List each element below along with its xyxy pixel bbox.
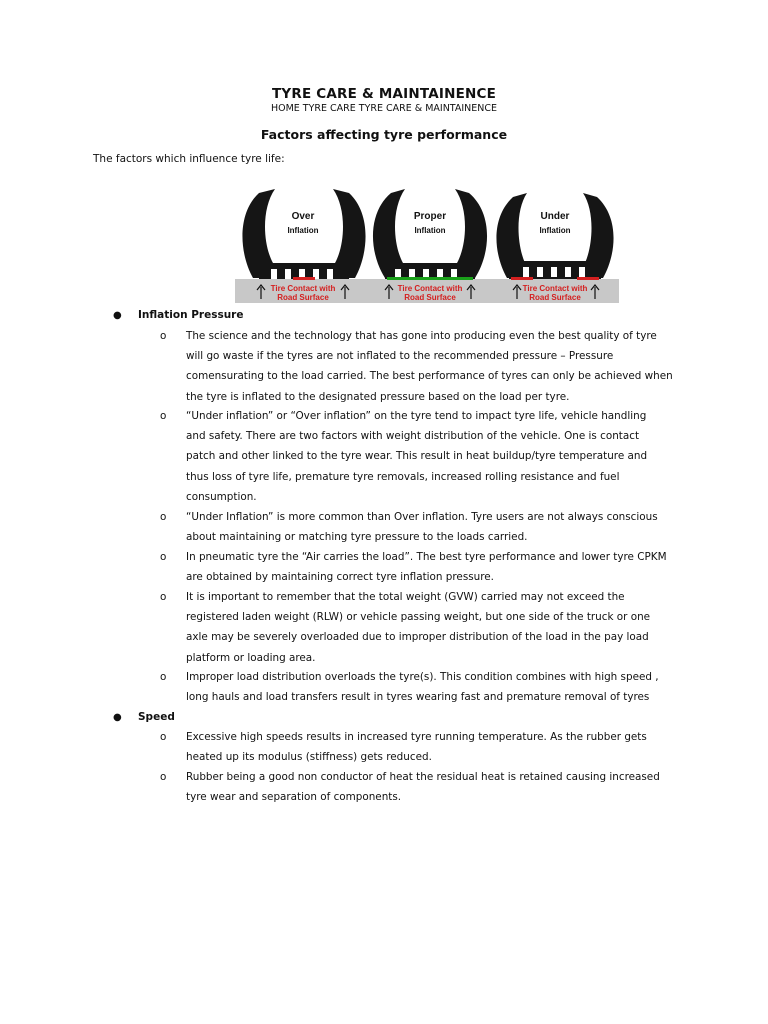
text-line: the tyre is inflated to the designated pressure based on the load per tyre.	[186, 390, 570, 403]
bullet-label: Speed	[138, 711, 175, 723]
text-line: about maintaining or matching tyre pressure to the loads carried.	[186, 531, 528, 544]
text-line: comensurating to the load carried. The best performance of tyres can only be achieved when	[186, 370, 673, 383]
bullet-marker: ●	[113, 310, 122, 321]
tyre-caption-line1: Tire Contact with	[522, 284, 588, 293]
tyre-caption-line1: Tire Contact with	[397, 284, 463, 293]
text-line: axle may be severely overloaded due to improper distribution of the load in the pay load	[186, 631, 649, 644]
text-line: “Under Inflation” is more common than Over inflation. Tyre users are not always conscious	[186, 511, 658, 523]
text-line: thus loss of tyre life, premature tyre removals, increased rolling resistance and fuel	[186, 470, 620, 483]
text-line: “Under inflation” or “Over inflation” on the tyre tend to impact tyre life, vehicle handling	[186, 410, 647, 422]
section-heading: Factors affecting tyre performance	[260, 127, 508, 142]
tyre-label-line2: Inflation	[414, 226, 446, 235]
sub-marker: o	[160, 591, 167, 603]
text-line: It is important to remember that the total weight (GVW) carried may not exceed the	[186, 591, 625, 603]
sub-marker: o	[160, 551, 167, 563]
text-line: patch and other linked to the tyre wear. This result in heat buildup/tyre temperature and	[186, 450, 648, 463]
breadcrumb: HOME TYRE CARE TYRE CARE & MAINTAINENCE	[270, 103, 498, 114]
text-line: In pneumatic tyre the “Air carries the load”. The best tyre performance and lower tyre CPKM	[186, 551, 667, 563]
sub-marker: o	[160, 671, 167, 683]
text-line: tyre wear and separation of components.	[186, 791, 402, 804]
text-line: Excessive high speeds results in increased tyre running temperature. As the rubber gets	[186, 731, 647, 743]
sub-marker: o	[160, 511, 167, 523]
tyre-label-line1: Proper	[413, 211, 447, 222]
text-line: will go waste if the tyres are not inflated to the recommended pressure – Pressure	[186, 350, 614, 363]
bullet-speed	[113, 711, 175, 723]
bullet-marker: ●	[113, 712, 122, 723]
tyre-label-line1: Over	[291, 211, 315, 222]
bullet-label: Inflation Pressure	[138, 309, 244, 321]
sub-marker: o	[160, 330, 167, 342]
text-line: platform or loading area.	[186, 651, 316, 664]
tyre-caption-line2: Road Surface	[404, 293, 456, 302]
tyre-inflation-diagram	[235, 183, 619, 303]
text-line: are obtained by maintaining correct tyre inflation pressure.	[186, 571, 494, 584]
text-line: consumption.	[186, 490, 257, 503]
tyre-caption-line2: Road Surface	[277, 293, 329, 302]
text-line: and safety. There are two factors with weight distribution of the vehicle. One is contact	[186, 430, 640, 443]
text-line: Rubber being a good non conductor of heat the residual heat is retained causing increased	[186, 771, 660, 783]
text-line: long hauls and load transfers result in tyres wearing fast and premature removal of tyres	[186, 691, 650, 704]
intro-text: The factors which influence tyre life:	[93, 153, 285, 165]
sub-marker: o	[160, 410, 167, 422]
text-line: Improper load distribution overloads the tyre(s). This condition combines with high speed ,	[186, 671, 659, 683]
tyre-caption-line2: Road Surface	[529, 293, 581, 302]
sub-marker: o	[160, 771, 167, 783]
text-line: registered laden weight (RLW) or vehicle passing weight, but one side of the truck or one	[186, 611, 651, 624]
tyre-label-line2: Inflation	[287, 226, 319, 235]
sub-marker: o	[160, 731, 167, 743]
bullet-inflation-pressure	[113, 309, 243, 321]
tyre-caption-line1: Tire Contact with	[270, 284, 336, 293]
page-title: TYRE CARE & MAINTAINENCE	[271, 86, 497, 102]
text-line: heated up its modulus (stiffness) gets reduced.	[186, 751, 432, 764]
tyre-label-line1: Under	[540, 211, 570, 222]
tyre-label-line2: Inflation	[539, 226, 571, 235]
text-line: The science and the technology that has gone into producing even the best quality of tyre	[186, 330, 657, 342]
